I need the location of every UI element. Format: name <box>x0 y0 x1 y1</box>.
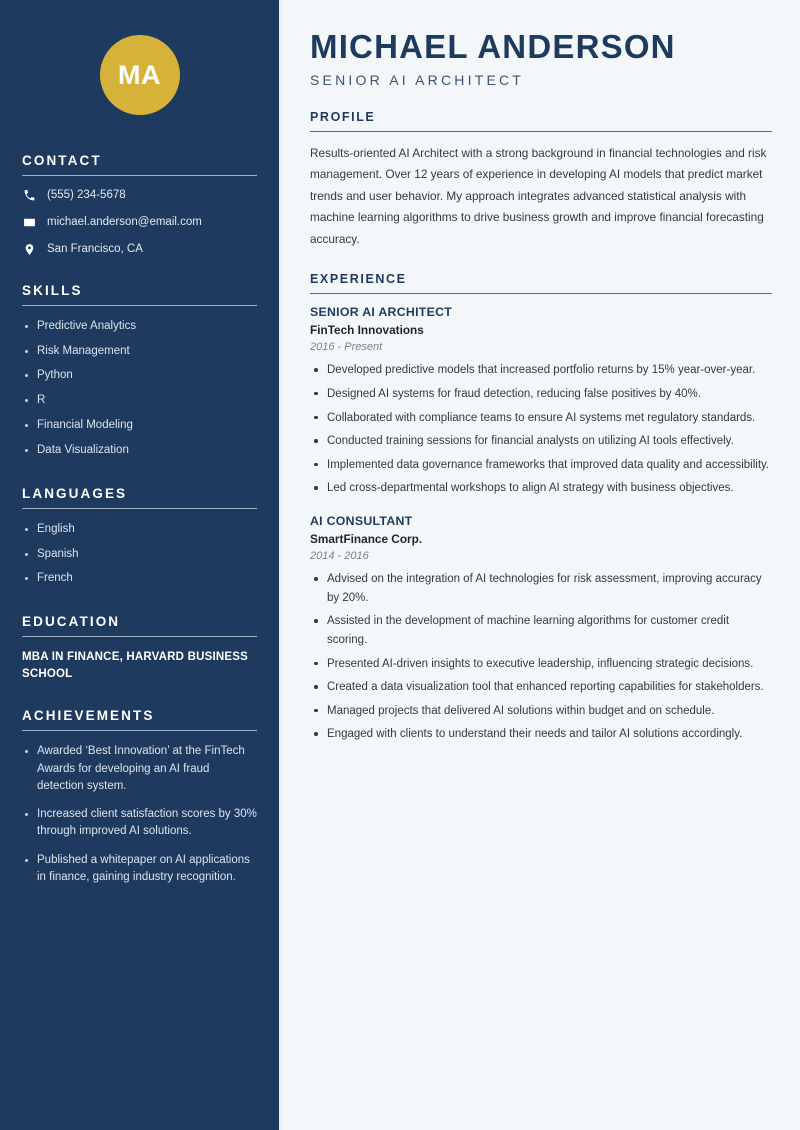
languages-divider <box>22 508 257 509</box>
page-title: MICHAEL ANDERSON <box>310 28 676 65</box>
list-item: Data Visualization <box>22 442 257 460</box>
list-item: Risk Management <box>22 343 257 361</box>
experience-entry <box>310 305 772 498</box>
contact-heading: CONTACT <box>22 153 102 168</box>
experience-job-title: AI CONSULTANT <box>310 514 413 529</box>
list-item: Awarded ‘Best Innovation’ at the FinTech Awards for developing an AI fraud detection system. <box>22 743 257 795</box>
list-item: Implemented data governance frameworks that improved data quality and accessibility. <box>310 456 772 475</box>
list-item: Developed predictive models that increased portfolio returns by 15% year-over-year. <box>310 361 772 380</box>
contact-location-value: San Francisco, CA <box>47 242 143 255</box>
experience-heading: EXPERIENCE <box>310 272 407 287</box>
contact-phone-value: (555) 234-5678 <box>47 189 126 201</box>
list-item: Spanish <box>22 546 257 564</box>
sidebar <box>0 0 279 1130</box>
contact-item-email[interactable] <box>22 215 257 230</box>
sidebar-section-contact <box>22 153 257 257</box>
list-item: Published a whitepaper on AI applications in finance, gaining industry recognition. <box>22 852 257 887</box>
experience-job-title: SENIOR AI ARCHITECT <box>310 305 453 320</box>
main-content <box>282 0 800 1130</box>
list-item: Engaged with clients to understand their needs and tailor AI solutions accordingly. <box>310 725 772 744</box>
contact-item-phone[interactable] <box>22 188 257 203</box>
education-heading: EDUCATION <box>22 614 121 630</box>
list-item: Designed AI systems for fraud detection, reducing false positives by 40%. <box>310 385 772 404</box>
list-item: R <box>22 392 257 410</box>
list-item: Conducted training sessions for financial analysts on utilizing AI tools effectively. <box>310 432 772 451</box>
experience-divider <box>310 293 772 294</box>
skills-heading: SKILLS <box>22 282 83 298</box>
sidebar-section-achievements <box>22 708 257 886</box>
list-item: Led cross-departmental workshops to align AI strategy with business objectives. <box>310 479 772 498</box>
envelope-icon <box>22 215 36 229</box>
list-item: Created a data visualization tool that enhanced reporting capabilities for stakeholders. <box>310 678 772 697</box>
list-item: Increased client satisfaction scores by 30% through improved AI solutions. <box>22 806 257 841</box>
contact-item-location[interactable] <box>22 242 257 257</box>
list-item: Predictive Analytics <box>22 318 257 336</box>
contact-email-value: michael.anderson@email.com <box>47 215 202 228</box>
avatar-container <box>22 0 257 153</box>
languages-list <box>22 521 257 588</box>
job-subtitle: SENIOR AI ARCHITECT <box>310 71 525 88</box>
experience-dates: 2016 - Present <box>310 341 383 354</box>
list-item: Managed projects that delivered AI solutions within budget and on schedule. <box>310 702 772 721</box>
languages-heading: LANGUAGES <box>22 485 128 501</box>
skills-list <box>22 318 257 460</box>
list-item: French <box>22 570 257 588</box>
achievements-divider <box>22 730 257 731</box>
experience-entry <box>310 514 772 744</box>
sidebar-section-languages <box>22 486 257 588</box>
map-pin-icon <box>22 242 36 256</box>
list-item: Presented AI-driven insights to executive leadership, influencing strategic decisions. <box>310 655 772 674</box>
list-item: English <box>22 521 257 539</box>
experience-company: SmartFinance Corp. <box>310 532 423 547</box>
achievements-list <box>22 743 257 886</box>
experience-bullet-list <box>310 570 772 744</box>
profile-divider <box>310 131 772 132</box>
list-item: Advised on the integration of AI technologies for risk assessment, improving accuracy by 20%. <box>310 570 772 607</box>
experience-company: FinTech Innovations <box>310 323 424 338</box>
list-item: Python <box>22 367 257 385</box>
sidebar-section-education <box>22 614 257 682</box>
profile-text: Results-oriented AI Architect with a strong background in financial technologies and risk management. Over 12 years of experience in developing AI models that predict market trends and user behavior. My approach integrates advanced statistical analysis with machine learning algorithms to drive business growth and improve financial forecasting accuracy. <box>310 145 767 246</box>
experience-dates: 2014 - 2016 <box>310 550 369 563</box>
phone-icon <box>22 188 36 202</box>
main-section-experience <box>310 272 772 744</box>
experience-bullet-list <box>310 361 772 498</box>
achievements-heading: ACHIEVEMENTS <box>22 708 155 724</box>
sidebar-section-skills <box>22 283 257 460</box>
skills-divider <box>22 305 257 306</box>
list-item: Financial Modeling <box>22 417 257 435</box>
main-section-profile <box>310 110 772 250</box>
avatar-initials: MA <box>100 35 180 115</box>
contact-divider <box>22 175 257 176</box>
list-item: Assisted in the development of machine learning algorithms for customer credit scoring. <box>310 612 772 649</box>
profile-heading: PROFILE <box>310 109 376 124</box>
list-item: Collaborated with compliance teams to ensure AI systems met regulatory standards. <box>310 409 772 428</box>
education-divider <box>22 636 257 637</box>
education-item: MBA IN FINANCE, HARVARD BUSINESS SCHOOL <box>22 651 248 680</box>
